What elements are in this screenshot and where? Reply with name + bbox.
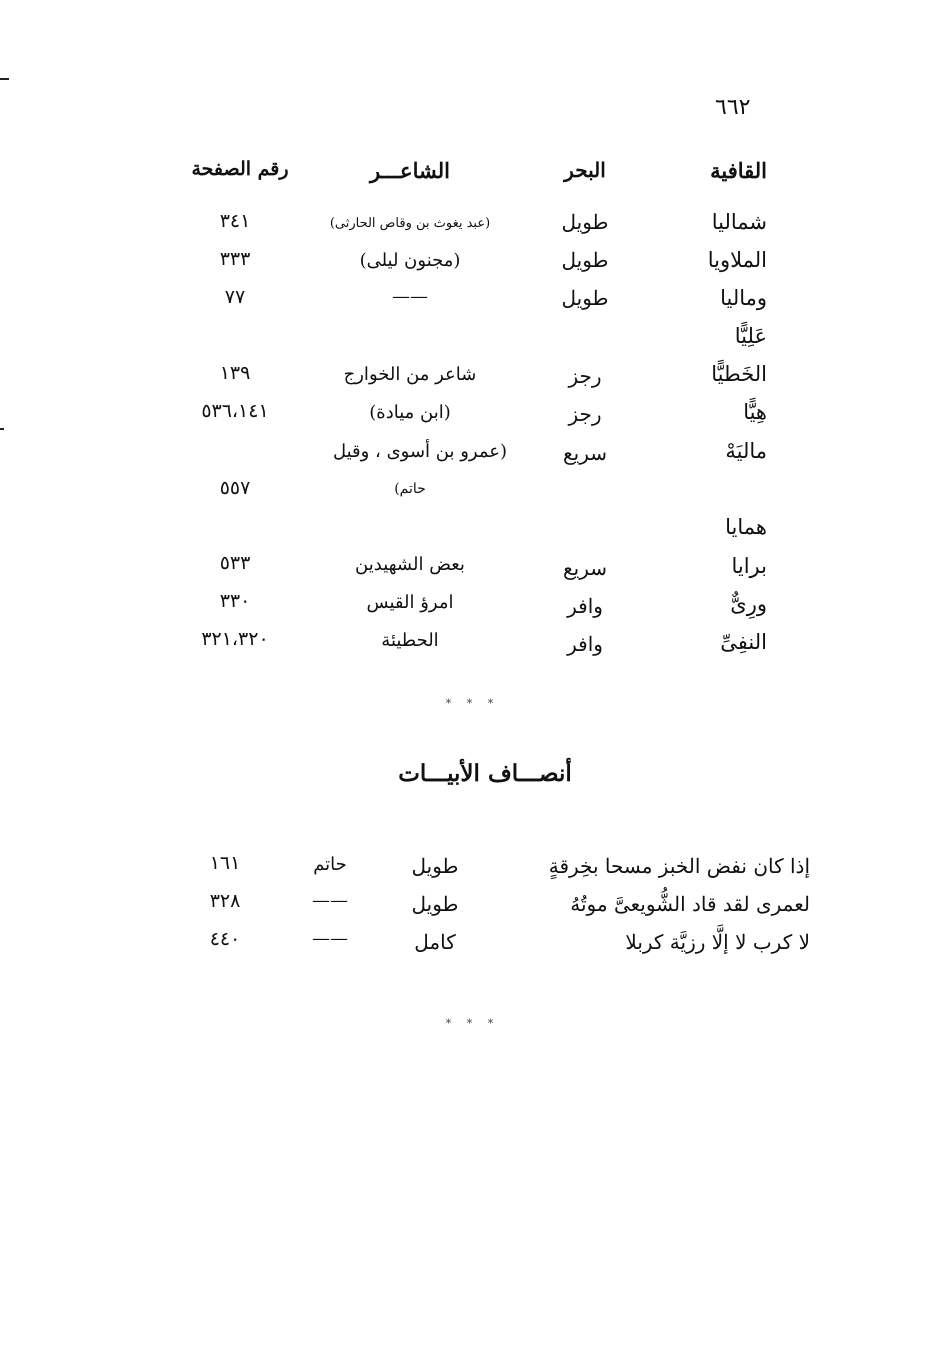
rhyme-cell: شماليا (711, 210, 767, 234)
page-ref-cell: ٣٤١ (219, 210, 251, 232)
page-number: ٦٦٢ (715, 95, 751, 120)
rhyme-cell: عَلِيًّا (734, 324, 767, 348)
poet-cell: (عمرو بن أسوى ، وقيل (332, 441, 508, 462)
half-verse-meter: طويل (411, 854, 459, 878)
section-separator: * * * (445, 697, 500, 710)
half-verse-poet-dash: —— (312, 890, 348, 911)
section-separator-end: * * * (445, 1017, 500, 1030)
rhyme-cell: الملاويا (707, 248, 767, 272)
header-qafiya: القافية (710, 158, 767, 183)
half-verse-page: ٣٢٨ (209, 890, 241, 912)
half-verse-text: لعمرى لقد قاد الشُّويعىَّ موتُهُ (570, 892, 810, 916)
rhyme-cell: همايا (725, 515, 767, 539)
half-verse-text: لا كرب لا إلَّا رزيَّة كربلا (625, 930, 810, 954)
poet-dash: —— (392, 286, 428, 307)
page-ref-cell: ٣٣٠ (219, 590, 251, 612)
page-ref-cell: ٧٧ (224, 286, 246, 308)
rhyme-cell: النفِىِّ (720, 630, 767, 654)
scan-edge-mark-top (0, 78, 9, 80)
rhyme-cell: برايا (731, 554, 767, 578)
poet-cell: (عبد يغوث بن وقاص الحارثى) (329, 216, 491, 231)
half-verse-meter: كامل (414, 930, 456, 954)
meter-cell: وافر (567, 632, 603, 656)
meter-cell: طويل (561, 210, 609, 234)
page-ref-cell: ٥٣٦،١٤١ (201, 400, 269, 422)
meter-cell: سريع (562, 441, 607, 465)
rhyme-cell: الخَطيًّا (711, 362, 767, 386)
header-shaer: الشاعـــر (370, 158, 450, 183)
poet-cell: (مجنون ليلى) (359, 250, 461, 271)
half-verse-poet: حاتم (313, 854, 347, 875)
meter-cell: وافر (567, 594, 603, 618)
meter-cell: رجز (568, 364, 602, 388)
poet-cell: الحطيئة (381, 630, 439, 651)
half-verse-text: إذا كان نفض الخبز مسحا بخِرقةٍ (548, 854, 810, 878)
page-ref-cell: ٣٣٣ (219, 248, 251, 270)
header-page: رقم الصفحة (191, 158, 289, 180)
poet-cell: بعض الشهيدين (355, 554, 465, 575)
half-verse-page: ١٦١ (209, 852, 241, 874)
section-title-half-verses: أنصـــاف الأبيـــات (398, 760, 572, 787)
page-ref-cell: ٣٢١،٣٢٠ (201, 628, 269, 650)
rhyme-cell: ورِىٌّ (730, 592, 767, 616)
half-verse-page: ٤٤٠ (209, 928, 241, 950)
half-verse-meter: طويل (411, 892, 459, 916)
meter-cell: رجز (568, 402, 602, 426)
meter-cell: طويل (561, 286, 609, 310)
rhyme-cell: وماليا (720, 286, 767, 310)
page-ref-cell: ١٣٩ (219, 362, 251, 384)
half-verse-poet-dash: —— (312, 928, 348, 949)
page-ref-cell: ٥٣٣ (219, 552, 251, 574)
header-bahr: البحر (564, 158, 606, 182)
scan-edge-mark-middle (0, 428, 4, 430)
meter-cell: سريع (562, 556, 607, 580)
poet-cell: (ابن ميادة) (369, 402, 451, 423)
rhyme-cell: ماليَهْ (725, 439, 767, 463)
poet-cell-continuation: حاتم) (394, 481, 426, 497)
page-ref-cell: ٥٥٧ (219, 477, 251, 499)
poet-cell: شاعر من الخوارج (343, 364, 477, 385)
rhyme-cell: هِيًّا (743, 400, 767, 424)
meter-cell: طويل (561, 248, 609, 272)
poet-cell: امرؤ القيس (366, 592, 454, 613)
